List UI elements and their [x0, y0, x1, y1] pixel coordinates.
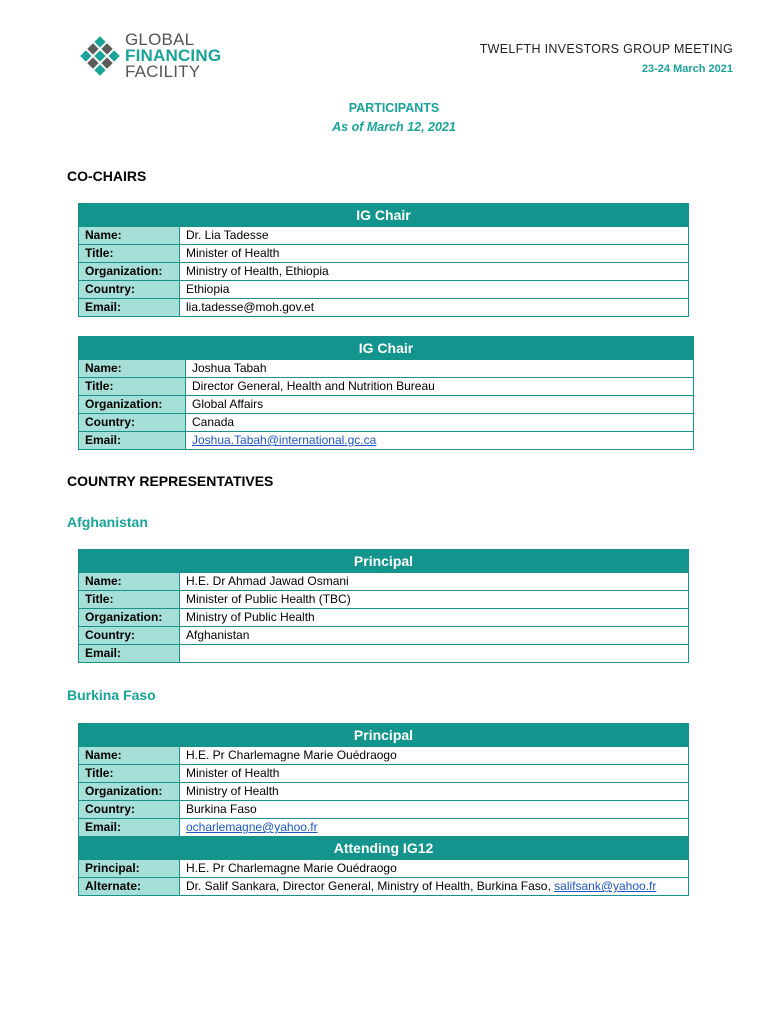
table-header: Principal [79, 550, 689, 573]
row-label: Organization: [79, 263, 180, 281]
participant-title: Minister of Public Health (TBC) [180, 591, 689, 609]
participant-name: Joshua Tabah [186, 360, 694, 378]
row-label: Title: [79, 245, 180, 263]
participant-title: Minister of Health [180, 245, 689, 263]
document-subtitle: As of March 12, 2021 [332, 120, 456, 134]
table-row [79, 360, 694, 378]
participant-organization: Ministry of Health, Ethiopia [180, 263, 689, 281]
participant-organization: Ministry of Public Health [180, 609, 689, 627]
participant-title: Director General, Health and Nutrition Bureau [186, 378, 694, 396]
row-label: Alternate: [79, 878, 180, 896]
row-label: Organization: [79, 783, 180, 801]
table-row [79, 263, 689, 281]
participant-country: Afghanistan [180, 627, 689, 645]
meeting-date: 23-24 March 2021 [641, 63, 733, 75]
participant-country: Canada [186, 414, 694, 432]
row-label: Name: [79, 227, 180, 245]
co-chair-table-1 [78, 203, 689, 317]
participant-email-cell [180, 819, 689, 837]
row-label: Country: [79, 281, 180, 299]
table-row [79, 281, 689, 299]
row-label: Organization: [79, 396, 186, 414]
table-header: Principal [79, 724, 689, 747]
row-label: Country: [79, 801, 180, 819]
logo-line-2: FINANCING [125, 46, 222, 65]
gff-logo-mark-icon [80, 36, 120, 76]
table-row [79, 227, 689, 245]
participant-email: lia.tadesse@moh.gov.et [180, 299, 689, 317]
row-label: Title: [79, 765, 180, 783]
participant-email [180, 645, 689, 663]
row-label: Name: [79, 573, 180, 591]
participant-email-link[interactable]: Joshua.Tabah@international.gc.ca [192, 433, 377, 447]
co-chair-table-2 [78, 336, 694, 450]
table-row [79, 396, 694, 414]
table-row [79, 414, 694, 432]
logo-line-1: GLOBAL [125, 30, 195, 49]
row-label: Title: [79, 591, 180, 609]
participant-organization: Global Affairs [186, 396, 694, 414]
gff-logo [80, 32, 230, 84]
table-row [79, 645, 689, 663]
row-label: Name: [79, 747, 180, 765]
table-row [79, 819, 689, 837]
afghanistan-principal-table [78, 549, 689, 663]
row-label: Email: [79, 432, 186, 450]
table-row [79, 860, 689, 878]
table-row [79, 609, 689, 627]
table-row [79, 378, 694, 396]
table-header: IG Chair [79, 204, 689, 227]
burkina-faso-principal-table [78, 723, 689, 896]
row-label: Email: [79, 299, 180, 317]
table-row [79, 573, 689, 591]
row-label: Email: [79, 819, 180, 837]
row-label: Principal: [79, 860, 180, 878]
participant-country: Burkina Faso [180, 801, 689, 819]
table-row [79, 765, 689, 783]
attending-alternate: Dr. Salif Sankara, Director General, Ministry of Health, Burkina Faso, [186, 879, 555, 893]
participant-email-cell [186, 432, 694, 450]
participant-country: Ethiopia [180, 281, 689, 299]
country-heading-afghanistan: Afghanistan [67, 514, 148, 530]
document-title: PARTICIPANTS [348, 101, 440, 115]
table-row [79, 627, 689, 645]
logo-wordmark [125, 32, 221, 80]
attending-header: Attending IG12 [79, 837, 689, 860]
table-row [79, 747, 689, 765]
section-heading-country-representatives: COUNTRY REPRESENTATIVES [67, 473, 274, 489]
table-row [79, 783, 689, 801]
table-header: IG Chair [79, 337, 694, 360]
logo-line-3: FACILITY [125, 62, 201, 81]
country-heading-burkina-faso: Burkina Faso [67, 687, 156, 703]
participant-organization: Ministry of Health [180, 783, 689, 801]
section-heading-co-chairs: CO-CHAIRS [67, 168, 147, 184]
table-row [79, 432, 694, 450]
participant-title: Minister of Health [180, 765, 689, 783]
row-label: Organization: [79, 609, 180, 627]
table-row [79, 245, 689, 263]
row-label: Name: [79, 360, 186, 378]
row-label: Country: [79, 414, 186, 432]
row-label: Email: [79, 645, 180, 663]
participant-email-link[interactable]: ocharlemagne@yahoo.fr [186, 820, 318, 834]
table-row [79, 299, 689, 317]
participant-name: H.E. Dr Ahmad Jawad Osmani [180, 573, 689, 591]
participant-name: H.E. Pr Charlemagne Marie Ouédraogo [180, 747, 689, 765]
attending-principal: H.E. Pr Charlemagne Marie Ouédraogo [180, 860, 689, 878]
attending-alternate-cell [180, 878, 689, 896]
row-label: Title: [79, 378, 186, 396]
alternate-email-link[interactable]: salifsank@yahoo.fr [554, 879, 657, 893]
participant-name: Dr. Lia Tadesse [180, 227, 689, 245]
row-label: Country: [79, 627, 180, 645]
table-row [79, 878, 689, 896]
table-row [79, 591, 689, 609]
table-row [79, 801, 689, 819]
meeting-title: TWELFTH INVESTORS GROUP MEETING [479, 42, 733, 56]
